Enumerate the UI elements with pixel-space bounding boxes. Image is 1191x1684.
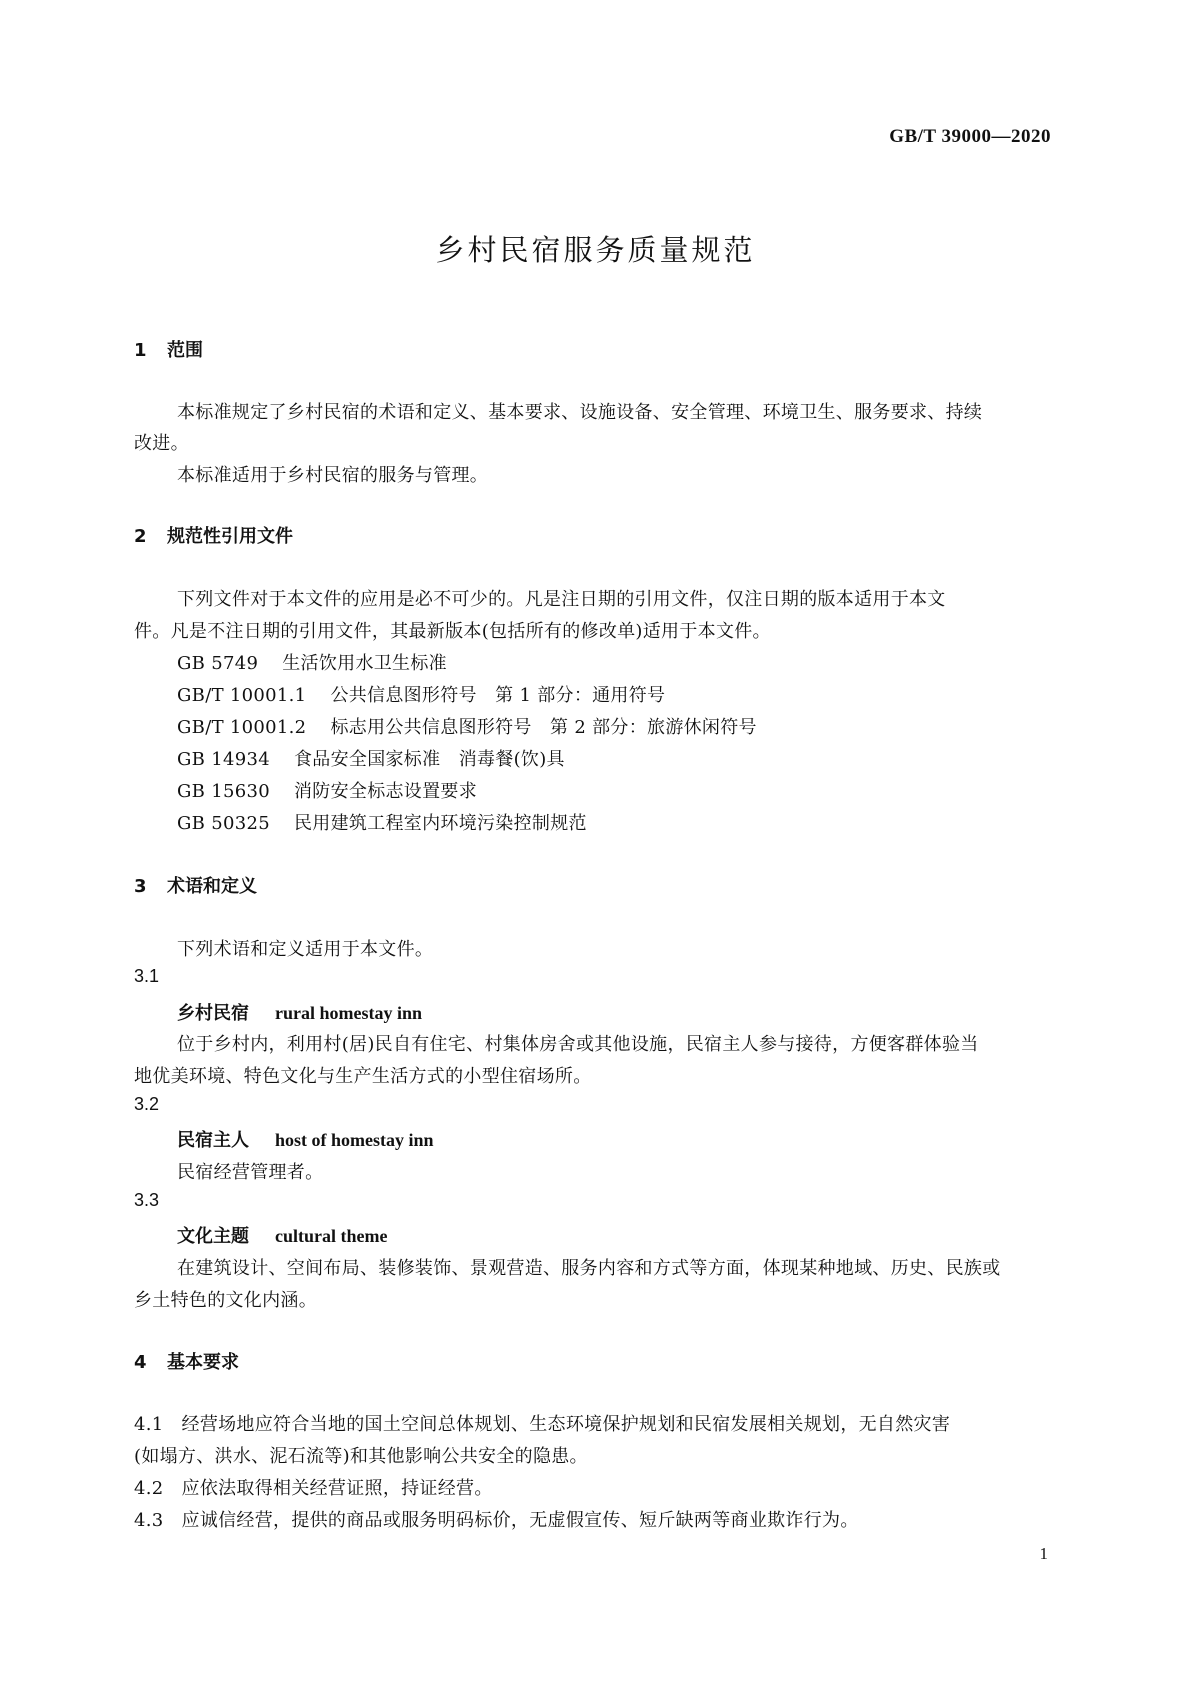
standard-code: GB/T 39000—2020 bbox=[889, 126, 1051, 147]
reference-code: GB 50325 bbox=[177, 813, 270, 834]
reference-title: 生活饮用水卫生标准 bbox=[282, 653, 447, 674]
term-number: 3.1 bbox=[134, 966, 160, 986]
term-zh: 文化主题 bbox=[177, 1226, 249, 1247]
section-title: 基本要求 bbox=[167, 1352, 239, 1373]
term-en: rural homestay inn bbox=[275, 1003, 423, 1023]
term-heading bbox=[177, 1126, 434, 1152]
reference-title: 公共信息图形符号 第 1 部分：通用符号 bbox=[330, 685, 666, 706]
term-en: host of homestay inn bbox=[275, 1130, 434, 1150]
reference-entry bbox=[177, 809, 587, 835]
clause-number: 4.1 bbox=[134, 1414, 164, 1435]
reference-code: GB 5749 bbox=[177, 653, 259, 674]
paragraph-line: 件。凡是不注日期的引用文件，其最新版本(包括所有的修改单)适用于本文件。 bbox=[134, 621, 771, 642]
reference-code: GB 15630 bbox=[177, 781, 270, 802]
paragraph-line: 下列文件对于本文件的应用是必不可少的。凡是注日期的引用文件，仅注日期的版本适用于本文 bbox=[177, 589, 946, 610]
section-number: 4 bbox=[134, 1352, 147, 1373]
term-definition-line: 位于乡村内，利用村(居)民自有住宅、村集体房舍或其他设施，民宿主人参与接待，方便客群体验当 bbox=[177, 1034, 979, 1055]
clause-text: 应诚信经营，提供的商品或服务明码标价，无虚假宣传、短斤缺两等商业欺诈行为。 bbox=[181, 1510, 859, 1531]
clause-text: 应依法取得相关经营证照，持证经营。 bbox=[181, 1478, 493, 1499]
section-title: 范围 bbox=[167, 340, 203, 361]
document-title: 乡村民宿服务质量规范 bbox=[435, 233, 756, 267]
reference-code: GB 14934 bbox=[177, 749, 270, 770]
term-definition-line: 地优美环境、特色文化与生产生活方式的小型住宿场所。 bbox=[134, 1066, 592, 1087]
clause-line bbox=[134, 1410, 950, 1436]
section-1-heading bbox=[134, 336, 203, 362]
term-definition-line: 在建筑设计、空间布局、装修装饰、景观营造、服务内容和方式等方面，体现某种地域、历史、民族或 bbox=[177, 1258, 1001, 1279]
reference-entry bbox=[177, 713, 757, 739]
reference-code: GB/T 10001.2 bbox=[177, 717, 307, 738]
reference-entry bbox=[177, 649, 447, 675]
term-definition-line: 乡土特色的文化内涵。 bbox=[134, 1290, 317, 1311]
term-definition-line: 民宿经营管理者。 bbox=[177, 1162, 324, 1183]
reference-entry bbox=[177, 745, 565, 771]
paragraph-line: 下列术语和定义适用于本文件。 bbox=[177, 939, 434, 960]
section-title: 规范性引用文件 bbox=[167, 526, 293, 547]
reference-entry bbox=[177, 777, 477, 803]
reference-title: 消防安全标志设置要求 bbox=[294, 781, 477, 802]
section-title: 术语和定义 bbox=[167, 876, 257, 897]
section-4-heading bbox=[134, 1348, 239, 1374]
term-en: cultural theme bbox=[275, 1226, 388, 1246]
reference-title: 民用建筑工程室内环境污染控制规范 bbox=[294, 813, 587, 834]
page-number: 1 bbox=[1039, 1544, 1048, 1563]
clause-text: 经营场地应符合当地的国土空间总体规划、生态环境保护规划和民宿发展相关规划，无自然灾害 bbox=[181, 1414, 951, 1435]
paragraph-line: 改进。 bbox=[134, 433, 189, 454]
reference-code: GB/T 10001.1 bbox=[177, 685, 307, 706]
clause-line: (如塌方、洪水、泥石流等)和其他影响公共安全的隐患。 bbox=[134, 1446, 588, 1467]
reference-title: 标志用公共信息图形符号 第 2 部分：旅游休闲符号 bbox=[330, 717, 757, 738]
paragraph-line: 本标准规定了乡村民宿的术语和定义、基本要求、设施设备、安全管理、环境卫生、服务要求、持续 bbox=[177, 402, 983, 423]
section-number: 2 bbox=[134, 526, 147, 547]
term-zh: 乡村民宿 bbox=[177, 1003, 249, 1024]
section-2-heading bbox=[134, 522, 293, 548]
clause-line bbox=[134, 1506, 859, 1532]
clause-line bbox=[134, 1474, 493, 1500]
clause-number: 4.3 bbox=[134, 1510, 164, 1531]
term-heading bbox=[177, 999, 422, 1025]
term-number: 3.2 bbox=[134, 1094, 160, 1114]
reference-entry bbox=[177, 681, 665, 707]
section-number: 1 bbox=[134, 340, 147, 361]
section-3-heading bbox=[134, 872, 257, 898]
term-number: 3.3 bbox=[134, 1190, 160, 1210]
reference-title: 食品安全国家标准 消毒餐(饮)具 bbox=[294, 749, 565, 770]
clause-number: 4.2 bbox=[134, 1478, 164, 1499]
paragraph-line: 本标准适用于乡村民宿的服务与管理。 bbox=[177, 465, 489, 486]
section-number: 3 bbox=[134, 876, 147, 897]
term-heading bbox=[177, 1222, 387, 1248]
term-zh: 民宿主人 bbox=[177, 1130, 249, 1151]
